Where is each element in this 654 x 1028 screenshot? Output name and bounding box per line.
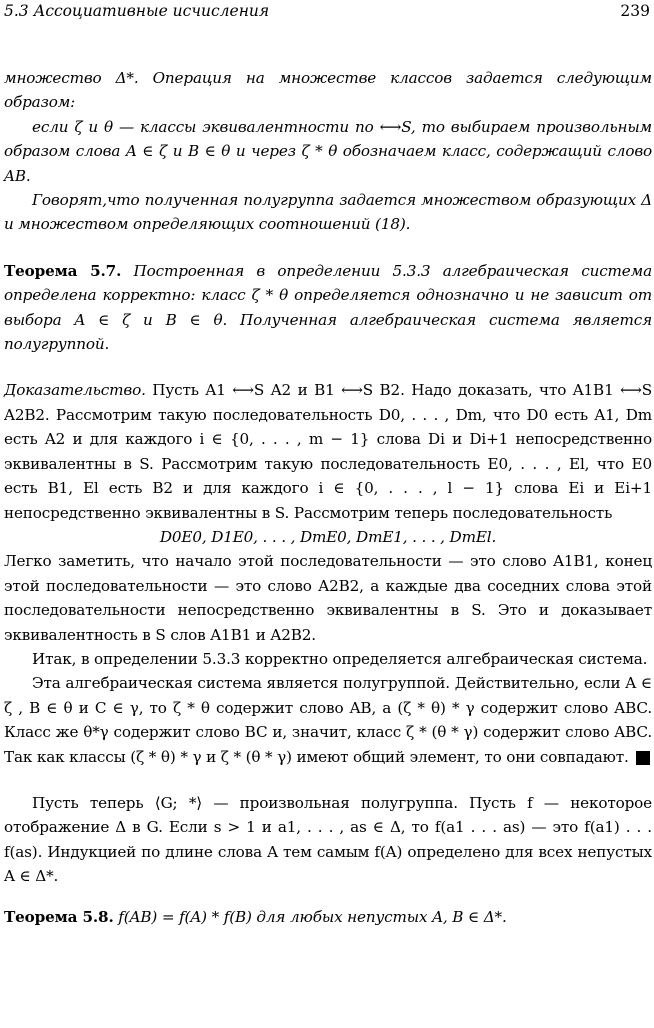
theorem-5-7-text: Построенная в определении 5.3.3 алгебраическая система определена корректно: класс ζ * θ определяется однозначно и не зависит от выбора A ∈ ζ и B ∈ θ. Полученная алгебраическая система является полугруппой. — [4, 261, 652, 354]
proof — [4, 378, 652, 524]
paragraph-6-text: Эта алгебраическая система является полугруппой. Действительно, если A ∈ ζ , B ∈ θ и C ∈ γ, то ζ * θ содержит слово AB, а (ζ * θ) * γ содержит слово ABC. Класс же θ*γ содержит слово BC и, значит, класс ζ * (θ * γ) содержит слово ABC. Так как классы (ζ * θ) * γ и ζ * (θ * γ) имеют общий элемент, то они совпадают. — [4, 674, 652, 766]
theorem-5-8-label: Теорема 5.8. — [4, 907, 114, 926]
paragraph-5: Итак, в определении 5.3.3 корректно определяется алгебраическая система. — [32, 649, 648, 668]
paragraph-3: Говорят,что полученная полугруппа задается множеством образующих Δ и множеством определяющих соотношений (18). — [4, 191, 652, 234]
running-header — [4, 0, 652, 24]
page-body — [4, 66, 652, 929]
paragraph-1: множество Δ*. Операция на множестве классов задается следующим образом: — [4, 69, 652, 112]
paragraph-6 — [4, 671, 652, 769]
display-formula: D0E0, D1E0, . . . , DmE0, DmE1, . . . , DmEl. — [159, 527, 497, 546]
page-number: 239 — [620, 2, 650, 20]
paragraph-4: Легко заметить, что начало этой последовательности — это слово A1B1, конец этой последовательности — это слово A2B2, а каждые два соседних слова этой последовательности непосредственно эквивалентны в S. Это и доказывает эквивалентность в S слов A1B1 и A2B2. — [4, 552, 652, 644]
paragraph-7: Пусть теперь ⟨G; *⟩ — произвольная полугруппа. Пусть f — некоторое отображение Δ в G. Если s > 1 и a1, . . . , as ∈ Δ, то f(a1 . . . as) — это f(a1) . . . f(as). Индукцией по длине слова A тем самым f(A) определено для всех непустых A ∈ Δ*. — [4, 793, 652, 886]
theorem-5-8 — [4, 905, 652, 929]
proof-label: Доказательство. — [4, 381, 146, 400]
section-title: 5.3 Ассоциативные исчисления — [4, 2, 270, 20]
qed-mark — [636, 751, 650, 765]
proof-text: Пусть A1 ⟷S A2 и B1 ⟷S B2. Надо доказать, что A1B1 ⟷S A2B2. Рассмотрим такую последовательность D0, . . . , Dm, что D0 есть A1, Dm есть A2 и для каждого i ∈ {0, . . . , m − 1} слова Di и Di+1 непосредственно эквивалентны в S. Рассмотрим такую последовательность E0, . . . , El, что E0 есть B1, El есть B2 и для каждого i ∈ {0, . . . , l − 1} слова Ei и Ei+1 непосредственно эквивалентны в S. Рассмотрим теперь последовательность — [4, 381, 652, 522]
theorem-5-7-label: Теорема 5.7. — [4, 261, 122, 280]
theorem-5-8-text: f(AB) = f(A) * f(B) для любых непустых A, B ∈ Δ*. — [118, 907, 507, 926]
definition-paragraph: если ζ и θ — классы эквивалентности по ⟷S, то выбираем произвольным образом слова A ∈ ζ и B ∈ θ и через ζ * θ обозначаем класс, содержащий слово AB. — [4, 117, 652, 185]
theorem-5-7 — [4, 259, 652, 357]
